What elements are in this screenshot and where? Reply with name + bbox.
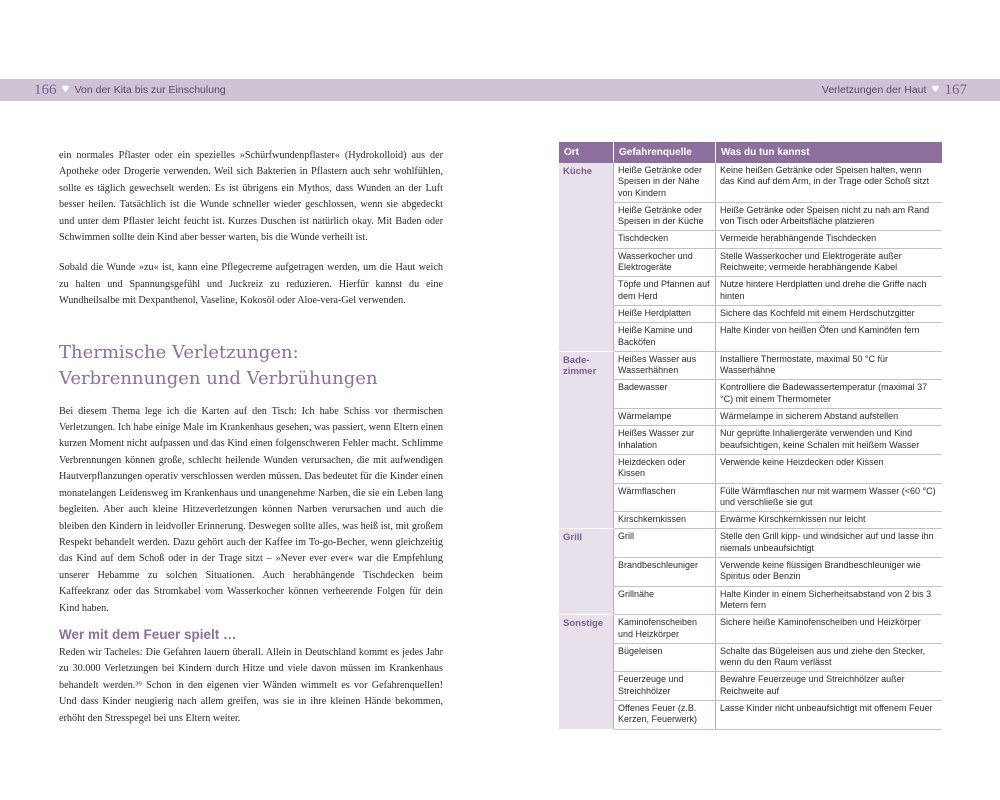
- action-cell: Keine heißen Getränke oder Speisen halten, wenn das Kind auf dem Arm, in der Trage oder Schoß sitzt: [716, 163, 943, 202]
- action-cell: Sichere heiße Kaminofenscheiben und Heizkörper: [716, 615, 943, 644]
- action-cell: Bewahre Feuerzeuge und Streichhölzer außer Reichweite auf: [716, 672, 943, 701]
- hazard-source-cell: Wasserkocher und Elektrogeräte: [614, 248, 716, 277]
- table-row: [559, 202, 942, 231]
- table-row: [559, 558, 942, 587]
- hazard-source-cell: Grillnähe: [614, 586, 716, 615]
- section-heading-line: Thermische Verletzungen:: [59, 341, 299, 363]
- table-row: [559, 305, 942, 322]
- column-header-massnahme: Was du tun kannst: [716, 142, 943, 163]
- hazard-source-cell: Kaminofenscheiben und Heizkörper: [614, 615, 716, 644]
- table-row: [559, 277, 942, 306]
- table-row: [559, 672, 942, 701]
- paragraph: Reden wir Tacheles: Die Gefahren lauern überall. Allein in Deutschland kommt es jedes Jahr zu 30.000 Verletzungen bei Kindern durch Hitze und viele davon müssen im Krankenhaus behandelt werden.³⁹ Schon in den eigenen vier Wänden wimmelt es vor Gefahrenquellen! Und dass Kinder neugierig nach allem greifen, was sie in ihre kleinen Hände bekommen, erhöht den Stresspegel bei uns Eltern weiter.: [59, 646, 443, 724]
- action-cell: Lasse Kinder nicht unbeaufsichtigt mit offenem Feuer: [716, 700, 943, 729]
- action-cell: Schalte das Bügeleisen aus und ziehe den Stecker, wenn du den Raum verlässt: [716, 643, 943, 672]
- table-row: [559, 643, 942, 672]
- location-cell: Küche: [559, 163, 614, 351]
- hazard-source-cell: Offenes Feuer (z.B. Kerzen, Feuerwerk): [614, 700, 716, 729]
- action-cell: Verwende keine Heizdecken oder Kissen: [716, 454, 943, 483]
- location-cell: Bade-zimmer: [559, 351, 614, 529]
- hazard-source-cell: Brandbeschleuniger: [614, 558, 716, 587]
- action-cell: Kontrolliere die Badewassertemperatur (maximal 37 °C) mit einem Thermometer: [716, 380, 943, 409]
- right-running-title: Verletzungen der Haut: [821, 84, 927, 96]
- hazard-source-cell: Heiße Kamine und Backöfen: [614, 323, 716, 352]
- table-row: [559, 380, 942, 409]
- action-cell: Nur geprüfte Inhaliergeräte verwenden und Kind beaufsichtigen, keine Schalen mit heißem Wasser: [716, 426, 943, 455]
- hazard-source-cell: Bügeleisen: [614, 643, 716, 672]
- hazard-source-cell: Wärmelampe: [614, 409, 716, 426]
- table-row: [559, 409, 942, 426]
- hazard-source-cell: Badewasser: [614, 380, 716, 409]
- heart-icon: ♥: [931, 85, 940, 95]
- table-row: [559, 163, 942, 202]
- action-cell: Erwärme Kirschkernkissen nur leicht: [716, 512, 943, 529]
- action-cell: Verwende keine flüssigen Brandbeschleuniger wie Spiritus oder Benzin: [716, 558, 943, 587]
- table-row: [559, 231, 942, 248]
- table-header-row: [559, 142, 942, 163]
- right-page-number: 167: [944, 81, 967, 98]
- action-cell: Heiße Getränke oder Speisen nicht zu nah am Rand von Tisch oder Arbeitsfläche platzieren: [716, 202, 943, 231]
- action-cell: Stelle den Grill kipp- und windsicher auf und lasse ihn niemals unbeaufsichtigt: [716, 529, 943, 558]
- left-header: [34, 79, 226, 101]
- table-row: [559, 483, 942, 512]
- table-row: [559, 512, 942, 529]
- section-heading: [59, 340, 443, 392]
- action-cell: Halte Kinder von heißen Öfen und Kaminöfen fern: [716, 323, 943, 352]
- paragraph: Bei diesem Thema lege ich die Karten auf den Tisch: Ich habe Schiss vor thermischen Verletzungen. Ich habe einige Male im Krankenhaus gesehen, was passiert, wenn Eltern einen kurzen Moment nicht aufpassen und das Kind einen folgenschweren Fehler macht. Schlimme Verbrennungen können große, schlecht heilende Wunden verursachen, die mit aufwendigen Hautverpflanzungen operativ verschlossen werden müssen. Das bedeutet für die Kinder einen monatelangen Leidensweg im Krankenhaus und unangenehme Narben, die sie ein Leben lang begleiten. Aber auch kleine Hitzeverletzungen können Narben verursachen und auch die bleiben den Kindern in leidvoller Erinnerung. Deswegen sollte alles, was heiß ist, mit großem Respekt behandelt werden. Dazu gehört auch der Kaffee im To-go-Becher, wenn gleichzeitig das Kind auf dem Schoß oder in der Trage sitzt – »Never ever ever« war die Empfehlung unserer Hebamme zu solchen Situationen. Auch herabhängende Tischdecken beim Kaffeekranz oder das Stromkabel vom Wasserkocher können verheerende Folgen für dein Kind haben.: [59, 405, 443, 614]
- column-header-gefahrenquelle: Gefahrenquelle: [614, 142, 716, 163]
- action-cell: Sichere das Kochfeld mit einem Herdschutzgitter: [716, 305, 943, 322]
- left-page-number: 166: [34, 81, 57, 98]
- table-row: [559, 529, 942, 558]
- action-cell: Wärmelampe in sicherem Abstand aufstellen: [716, 409, 943, 426]
- action-cell: Fülle Wärmflaschen nur mit warmem Wasser (<60 °C) und verschließe sie gut: [716, 483, 943, 512]
- table-row: [559, 248, 942, 277]
- paragraph: ein normales Pflaster oder ein spezielles »Schürfwundenpflaster« (Hydrokolloid) aus der Apotheke oder Drogerie verwenden. Weil sich Bakterien in Pflastern auch sehr wohlfühlen, sollte es täglich gewechselt werden. Es ist übrigens ein Mythos, dass Wunden an der Luft besser heilen. Tatsächlich ist die Wunde schneller wieder geschlossen, wenn sie abgedeckt und unter dem Pflaster leicht feucht ist. Kurzes Duschen ist natürlich okay. Mit Baden oder Schwimmen sollte dein Kind aber besser warten, bis die Wunde verheilt ist.: [59, 150, 443, 244]
- hazard-source-cell: Heißes Wasser aus Wasserhähnen: [614, 351, 716, 380]
- hazard-source-cell: Heiße Getränke oder Speisen in der Nähe von Kindern: [614, 163, 716, 202]
- hazard-source-cell: Heizdecken oder Kissen: [614, 454, 716, 483]
- table-row: [559, 615, 942, 644]
- table-row: [559, 426, 942, 455]
- action-cell: Halte Kinder in einem Sicherheitsabstand von 2 bis 3 Metern fern: [716, 586, 943, 615]
- hazard-source-cell: Kirschkernkissen: [614, 512, 716, 529]
- hazard-table: [559, 142, 942, 730]
- table-row: [559, 454, 942, 483]
- column-header-ort: Ort: [559, 142, 614, 163]
- location-cell: Grill: [559, 529, 614, 615]
- table-row: [559, 351, 942, 380]
- action-cell: Nutze hintere Herdplatten und drehe die Griffe nach hinten: [716, 277, 943, 306]
- table-row: [559, 700, 942, 729]
- paragraph: Sobald die Wunde »zu« ist, kann eine Pflegecreme aufgetragen werden, um die Haut weich zu halten und Spannungsgefühl und Juckreiz zu reduzieren. Hierfür kannst du eine Wundheilsalbe mit Dexpanthenol, Vaseline, Kokosöl oder Aloe-vera-Gel verwenden.: [59, 262, 443, 307]
- left-page-body: [59, 148, 443, 727]
- table-row: [559, 586, 942, 615]
- subsection-heading: Wer mit dem Feuer spielt …: [59, 626, 237, 642]
- action-cell: Installiere Thermostate, maximal 50 °C für Wasserhähne: [716, 351, 943, 380]
- action-cell: Stelle Wasserkocher und Elektrogeräte außer Reichweite; vermeide herabhängende Kabel: [716, 248, 943, 277]
- hazard-source-cell: Tischdecken: [614, 231, 716, 248]
- hazard-source-cell: Feuerzeuge und Streichhölzer: [614, 672, 716, 701]
- section-heading-line: Verbrennungen und Verbrühungen: [59, 367, 378, 389]
- action-cell: Vermeide herabhängende Tischdecken: [716, 231, 943, 248]
- hazard-source-cell: Grill: [614, 529, 716, 558]
- hazard-source-cell: Wärmflaschen: [614, 483, 716, 512]
- hazard-source-cell: Heiße Herdplatten: [614, 305, 716, 322]
- left-running-title: Von der Kita bis zur Einschulung: [74, 84, 226, 96]
- running-header: [0, 79, 1000, 101]
- table-row: [559, 323, 942, 352]
- heart-icon: ♥: [61, 85, 70, 95]
- hazard-source-cell: Töpfe und Pfannen auf dem Herd: [614, 277, 716, 306]
- location-cell: Sonstige: [559, 615, 614, 729]
- hazard-source-cell: Heiße Getränke oder Speisen in der Küche: [614, 202, 716, 231]
- hazard-source-cell: Heißes Wasser zur Inhalation: [614, 426, 716, 455]
- right-header: [822, 79, 967, 101]
